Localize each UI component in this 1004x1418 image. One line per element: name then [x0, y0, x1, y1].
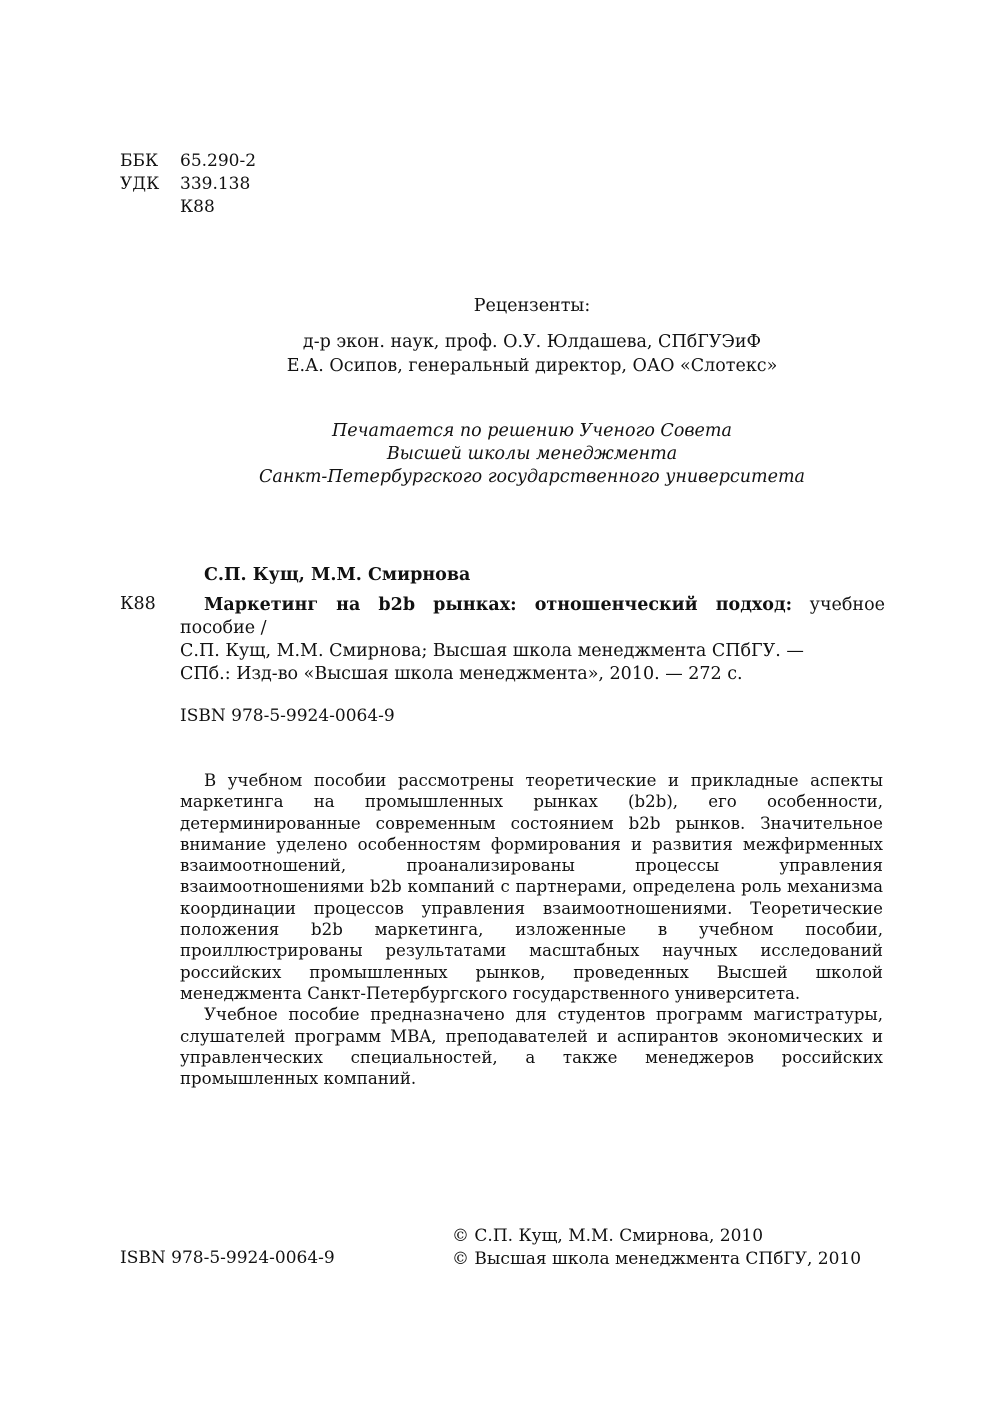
bbk-label: ББК	[120, 151, 159, 171]
bibliography-mark: К88	[120, 594, 156, 614]
abstract-paragraph: Учебное пособие предназначено для студентов программ магистратуры, слушателей программ MBA, преподавателей и аспирантов экономических и управленческих специальностей, а также менеджеров российских промышленных компаний.	[180, 1005, 883, 1089]
bbk-value: 65.290-2	[180, 151, 257, 171]
biblio-line-2: С.П. Кущ, М.М. Смирнова; Высшая школа менеджмента СПбГУ. —	[180, 641, 804, 661]
reviewer-line: Е.А. Осипов, генеральный директор, ОАО «Слотекс»	[286, 356, 778, 376]
author-mark: К88	[180, 197, 215, 217]
isbn-main: ISBN 978-5-9924-0064-9	[180, 706, 395, 726]
book-title: Маркетинг на b2b рынках: отношенческий подход:	[204, 595, 793, 615]
isbn-footer: ISBN 978-5-9924-0064-9	[120, 1248, 335, 1268]
reviewer-line: д-р экон. наук, проф. О.У. Юлдашева, СПбГУЭиФ	[302, 332, 762, 352]
authors-heading: С.П. Кущ, М.М. Смирнова	[204, 565, 471, 585]
copyright-line: © С.П. Кущ, М.М. Смирнова, 2010	[452, 1226, 764, 1246]
print-note-line: Печатается по решению Ученого Совета	[332, 421, 732, 441]
print-note-line: Высшей школы менеджмента	[386, 444, 678, 464]
abstract	[180, 770, 883, 1089]
classification-block	[120, 150, 256, 219]
copyright-line: © Высшая школа менеджмента СПбГУ, 2010	[452, 1249, 862, 1269]
copyright-block	[452, 1225, 861, 1271]
reviewers-title: Рецензенты:	[473, 296, 591, 316]
abstract-paragraph: В учебном пособии рассмотрены теоретические и прикладные аспекты маркетинга на промышленных рынках (b2b), его особенности, детерминированные современным состоянием b2b рынков. Значительное внимание уделено особенностям формирования и развития межфирменных взаимоотношений, проанализированы процессы управления взаимоотношениями b2b компаний с партнерами, определена роль механизма координации процессов управления взаимоотношениями. Теоретические положения b2b маркетинга, изложенные в учебном пособии, проиллюстрированы результатами масштабных научных исследований российских промышленных рынков, проведенных Высшей школой менеджмента Санкт-Петербургского государственного университета.	[180, 771, 883, 1003]
reviewers-list	[0, 330, 1004, 378]
udk-value: 339.138	[180, 174, 251, 194]
udk-label: УДК	[120, 174, 160, 194]
print-note-line: Санкт-Петербургского государственного университета	[259, 467, 805, 487]
bibliographic-description	[180, 594, 885, 686]
biblio-line-3: СПб.: Изд-во «Высшая школа менеджмента», 2010. — 272 с.	[180, 664, 743, 684]
print-note	[0, 420, 1004, 489]
book-type: учебное пособие /	[180, 595, 885, 638]
